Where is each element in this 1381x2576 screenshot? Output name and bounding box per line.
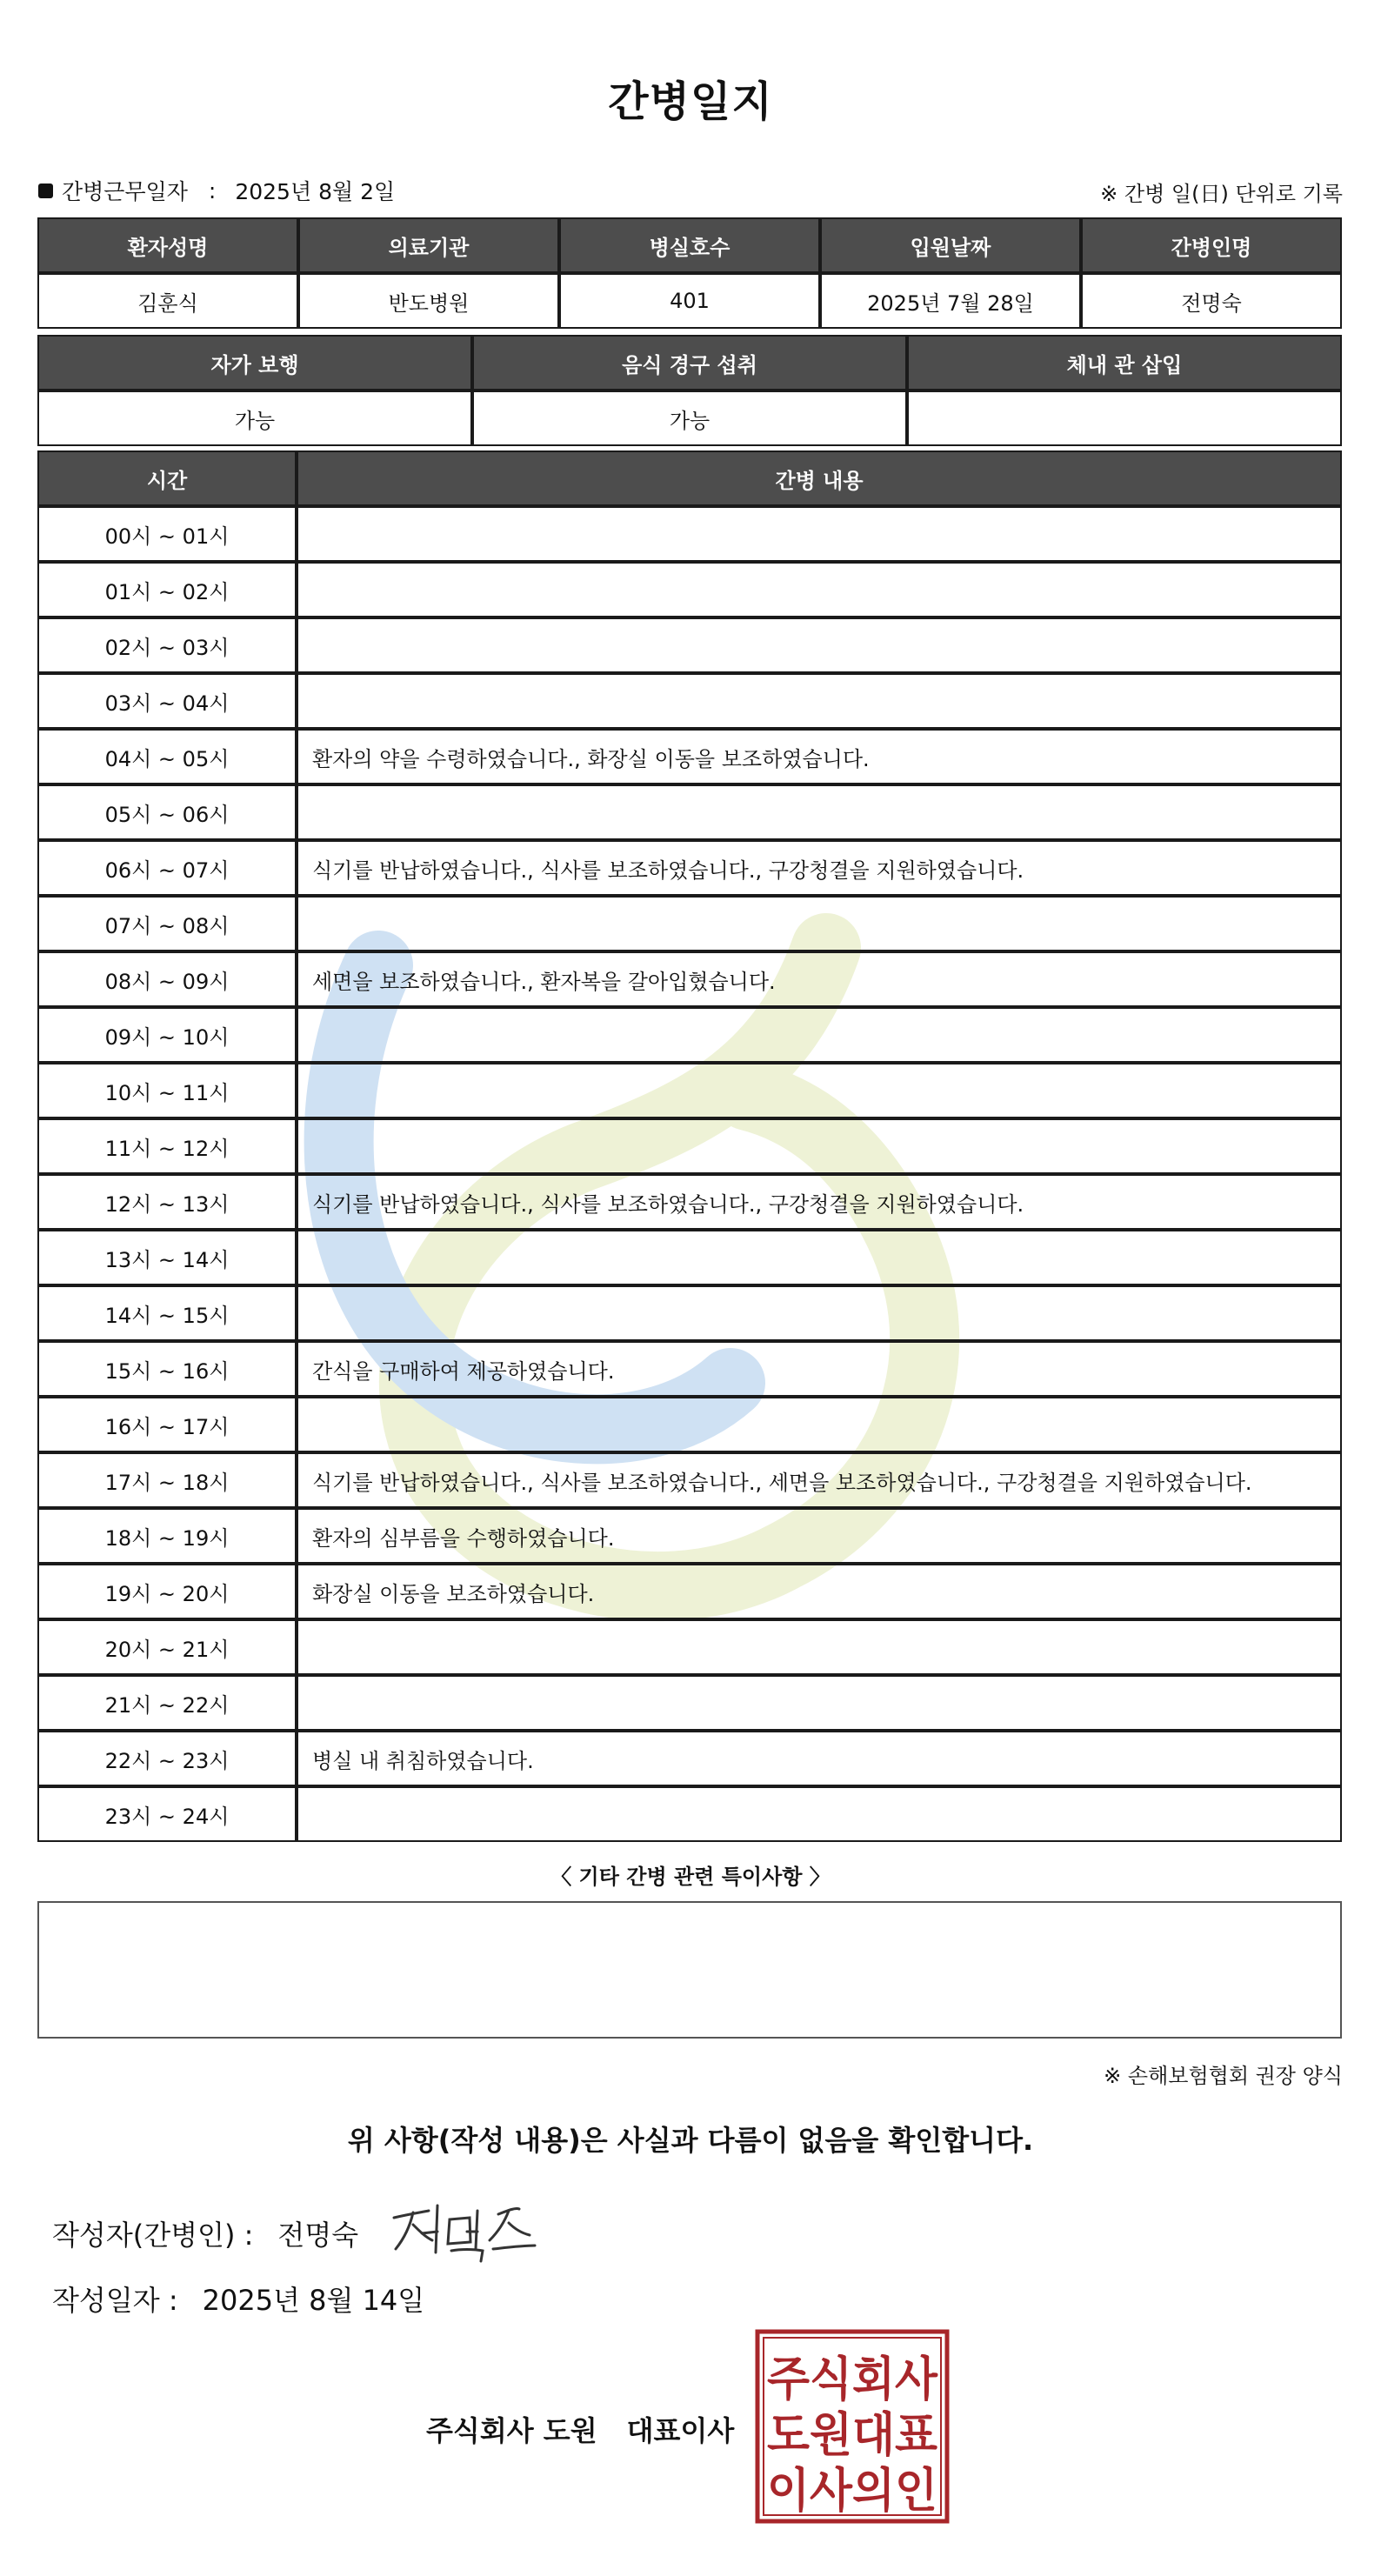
care-log-content: 식기를 반납하였습니다., 식사를 보조하였습니다., 구강청결을 지원하였습니다.	[297, 840, 1342, 896]
care-log-row	[37, 1452, 1342, 1508]
care-log-time: 16시 ~ 17시	[37, 1397, 297, 1452]
care-log-time: 19시 ~ 20시	[37, 1564, 297, 1619]
care-log-row	[37, 840, 1342, 896]
care-log-time: 14시 ~ 15시	[37, 1285, 297, 1341]
header-oral-intake: 음식 경구 섭취	[472, 335, 907, 390]
care-log-content	[297, 673, 1342, 729]
care-log-row	[37, 729, 1342, 784]
care-log-content	[297, 1675, 1342, 1731]
care-log-body	[37, 506, 1342, 1842]
care-log-row	[37, 1230, 1342, 1285]
company-seal-stamp	[755, 2329, 950, 2524]
care-log-content: 식기를 반납하였습니다., 식사를 보조하였습니다., 세면을 보조하였습니다., 구강청결을 지원하였습니다.	[297, 1452, 1342, 1508]
write-date-label: 작성일자 :	[52, 2284, 178, 2317]
care-log-content	[297, 1397, 1342, 1452]
patient-status-header-row	[37, 335, 1342, 390]
work-date-value: 2025년 8월 2일	[235, 179, 396, 204]
care-log-content: 식기를 반납하였습니다., 식사를 보조하였습니다., 구강청결을 지원하였습니다.	[297, 1174, 1342, 1230]
care-log-time: 12시 ~ 13시	[37, 1174, 297, 1230]
care-log-time: 00시 ~ 01시	[37, 506, 297, 562]
header-care-content: 간병 내용	[297, 450, 1342, 506]
caregiver-name-value: 전명숙	[1081, 273, 1342, 329]
care-log-row	[37, 784, 1342, 840]
company-representative-title: 대표이사	[626, 2414, 735, 2447]
care-log-time: 17시 ~ 18시	[37, 1452, 297, 1508]
care-log-row	[37, 1508, 1342, 1564]
care-log-row	[37, 1174, 1342, 1230]
care-log-row	[37, 1397, 1342, 1452]
care-log-row	[37, 1118, 1342, 1174]
care-log-row	[37, 1619, 1342, 1675]
care-log-time: 06시 ~ 07시	[37, 840, 297, 896]
header-time: 시간	[37, 450, 297, 506]
care-log-content	[297, 1285, 1342, 1341]
care-log-time: 15시 ~ 16시	[37, 1341, 297, 1397]
care-log-row	[37, 1285, 1342, 1341]
care-log-time: 20시 ~ 21시	[37, 1619, 297, 1675]
self-walking-value: 가능	[37, 390, 472, 446]
handwritten-signature	[387, 2199, 539, 2264]
care-log-time: 18시 ~ 19시	[37, 1508, 297, 1564]
confirmation-statement: 위 사항(작성 내용)은 사실과 다름이 없음을 확인합니다.	[347, 2124, 1034, 2157]
patient-info-table	[37, 217, 1342, 329]
header-self-walking: 자가 보행	[37, 335, 472, 390]
company-name: 주식회사 도원	[426, 2414, 597, 2447]
page-title: 간병일지	[608, 77, 773, 126]
company-line	[426, 2409, 734, 2449]
care-log-row	[37, 617, 1342, 673]
care-log-content	[297, 896, 1342, 951]
hourly-care-log-table	[37, 450, 1342, 1842]
care-log-content: 세면을 보조하였습니다., 환자복을 갈아입혔습니다.	[297, 951, 1342, 1007]
patient-info-value-row	[37, 273, 1342, 329]
care-log-time: 23시 ~ 24시	[37, 1786, 297, 1842]
patient-status-table	[37, 335, 1342, 446]
care-log-time: 22시 ~ 23시	[37, 1731, 297, 1786]
care-log-content	[297, 617, 1342, 673]
header-hospital: 의료기관	[298, 217, 559, 273]
care-log-row	[37, 1341, 1342, 1397]
tube-insertion-value	[907, 390, 1342, 446]
care-log-content: 환자의 약을 수령하였습니다., 화장실 이동을 보조하였습니다.	[297, 729, 1342, 784]
notes-title: 〈 기타 간병 관련 특이사항 〉	[550, 1865, 831, 1889]
care-log-content: 화장실 이동을 보조하였습니다.	[297, 1564, 1342, 1619]
care-log-time: 07시 ~ 08시	[37, 896, 297, 951]
writer-line	[52, 2213, 358, 2253]
work-date-line	[38, 175, 395, 206]
care-log-content	[297, 1118, 1342, 1174]
header-patient-name: 환자성명	[37, 217, 298, 273]
care-log-content	[297, 562, 1342, 617]
care-log-time: 21시 ~ 22시	[37, 1675, 297, 1731]
care-log-content: 병실 내 취침하였습니다.	[297, 1731, 1342, 1786]
care-log-time: 08시 ~ 09시	[37, 951, 297, 1007]
form-source-note: ※ 손해보험협회 권장 양식	[1104, 2064, 1343, 2088]
writer-label: 작성자(간병인) :	[52, 2219, 254, 2252]
seal-line-1: 주식회사	[767, 2352, 938, 2406]
care-log-time: 10시 ~ 11시	[37, 1063, 297, 1118]
care-log-time: 13시 ~ 14시	[37, 1230, 297, 1285]
care-log-time: 11시 ~ 12시	[37, 1118, 297, 1174]
seal-line-2: 도원대표	[767, 2407, 937, 2462]
write-date-value: 2025년 8월 14일	[202, 2284, 425, 2317]
care-log-content	[297, 1230, 1342, 1285]
hospital-value: 반도병원	[298, 273, 559, 329]
care-log-row	[37, 896, 1342, 951]
care-log-content	[297, 1007, 1342, 1063]
care-log-row	[37, 951, 1342, 1007]
care-log-row	[37, 1007, 1342, 1063]
seal-line-3: 이사의인	[767, 2463, 937, 2518]
patient-info-header-row	[37, 217, 1342, 273]
care-log-time: 03시 ~ 04시	[37, 673, 297, 729]
admission-date-value: 2025년 7월 28일	[820, 273, 1081, 329]
care-log-row	[37, 506, 1342, 562]
care-log-time: 09시 ~ 10시	[37, 1007, 297, 1063]
care-log-time: 01시 ~ 02시	[37, 562, 297, 617]
header-admission-date: 입원날짜	[820, 217, 1081, 273]
care-log-content	[297, 506, 1342, 562]
patient-name-value: 김훈식	[37, 273, 298, 329]
care-log-content: 환자의 심부름을 수행하였습니다.	[297, 1508, 1342, 1564]
care-log-row	[37, 1675, 1342, 1731]
work-date-label: 간병근무일자	[62, 179, 188, 204]
care-log-time: 02시 ~ 03시	[37, 617, 297, 673]
writer-name: 전명숙	[277, 2219, 359, 2252]
care-log-row	[37, 1786, 1342, 1842]
care-log-content: 간식을 구매하여 제공하였습니다.	[297, 1341, 1342, 1397]
care-log-row	[37, 562, 1342, 617]
header-room-number: 병실호수	[559, 217, 820, 273]
write-date-line	[52, 2279, 424, 2319]
care-log-row	[37, 1063, 1342, 1118]
oral-intake-value: 가능	[472, 390, 907, 446]
care-log-header-row	[37, 450, 1342, 506]
care-log-row	[37, 1564, 1342, 1619]
work-date-separator: :	[208, 177, 217, 204]
care-log-content	[297, 784, 1342, 840]
header-caregiver-name: 간병인명	[1081, 217, 1342, 273]
header-tube-insertion: 체내 관 삽입	[907, 335, 1342, 390]
patient-status-value-row	[37, 390, 1342, 446]
care-log-row	[37, 673, 1342, 729]
care-log-content	[297, 1619, 1342, 1675]
care-log-row	[37, 1731, 1342, 1786]
care-log-content	[297, 1063, 1342, 1118]
record-unit-note: ※ 간병 일(日) 단위로 기록	[1100, 182, 1343, 206]
care-log-time: 04시 ~ 05시	[37, 729, 297, 784]
special-notes-box	[37, 1901, 1342, 2039]
care-log-time: 05시 ~ 06시	[37, 784, 297, 840]
room-number-value: 401	[559, 273, 820, 329]
square-bullet-icon	[38, 184, 53, 198]
care-log-content	[297, 1786, 1342, 1842]
